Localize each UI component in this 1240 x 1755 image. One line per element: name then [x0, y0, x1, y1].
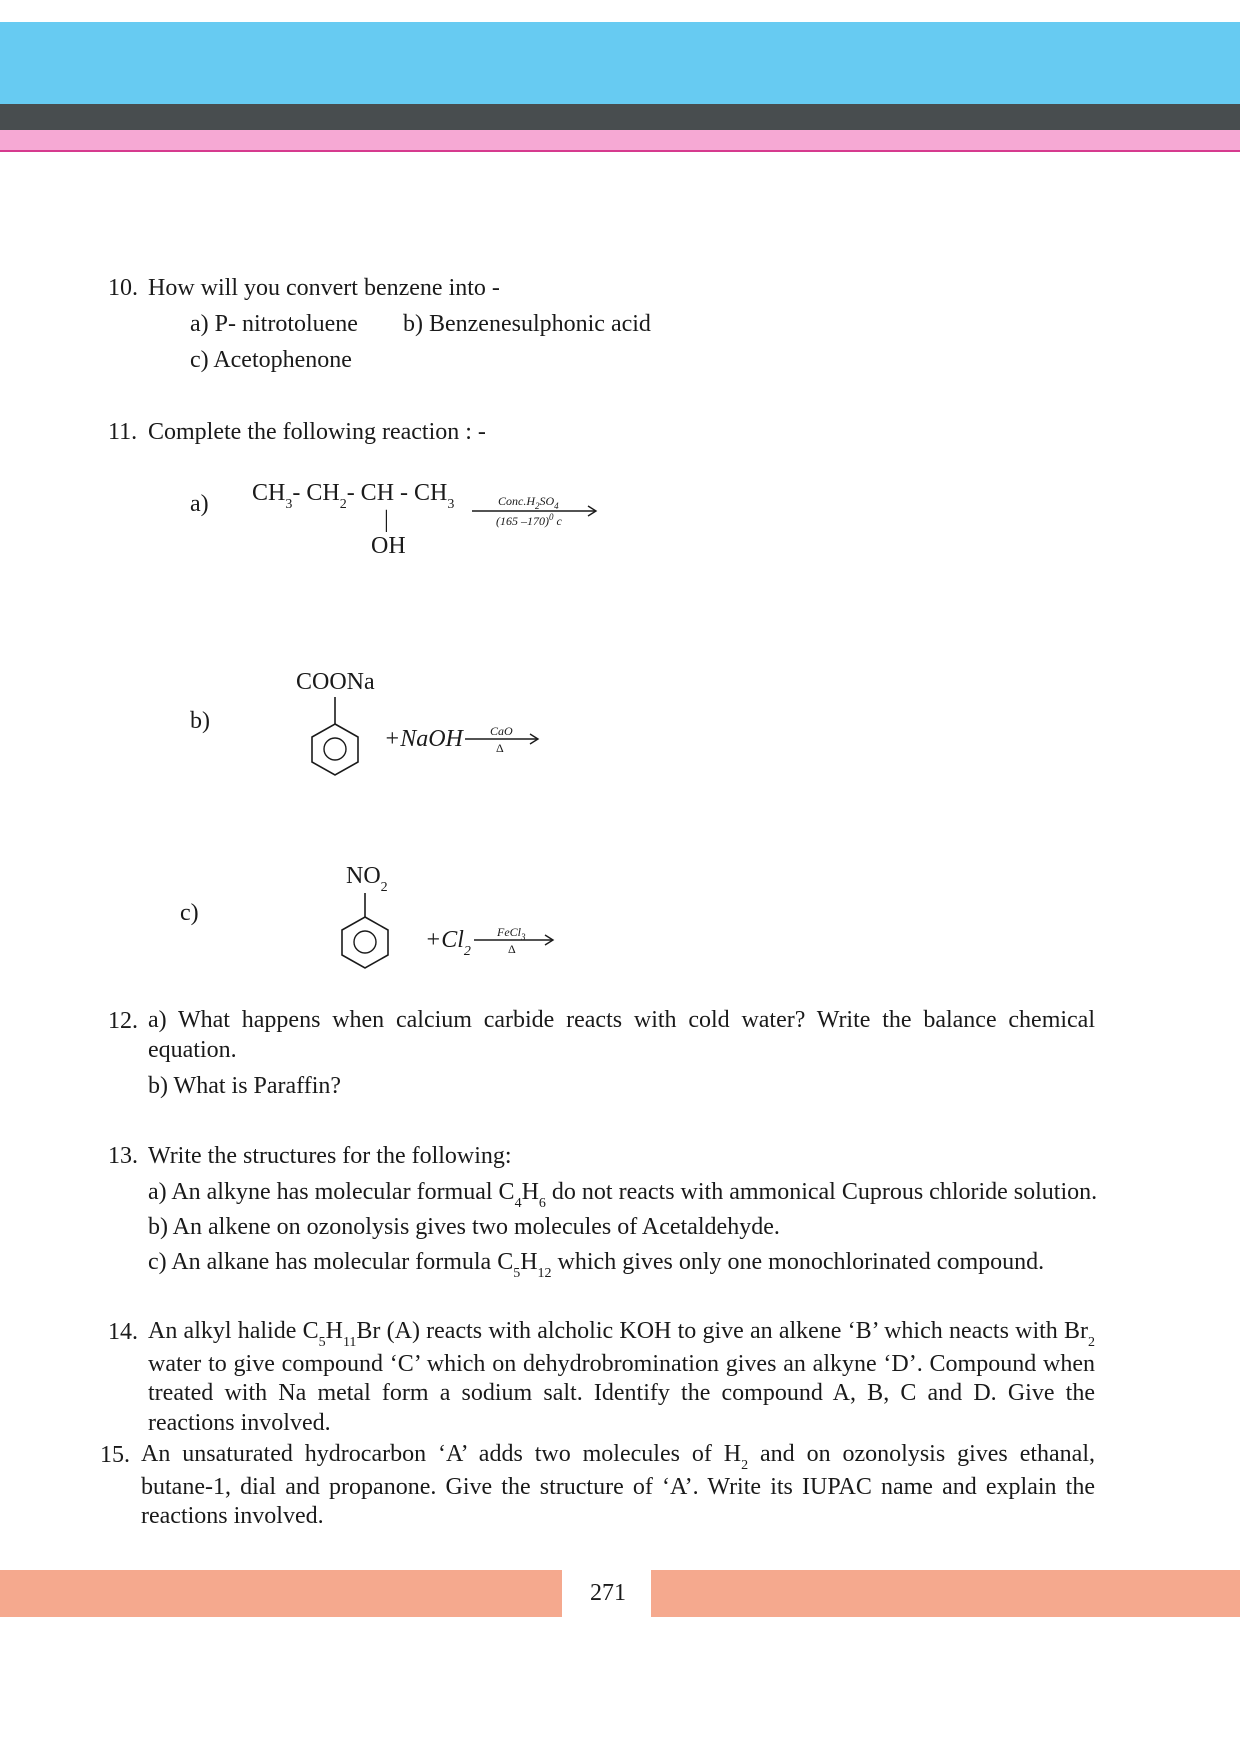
carboxylate-group: COONa: [296, 669, 375, 695]
option-c: c) Acetophenone: [190, 347, 352, 373]
reagent-chlorine: $+Cl_2$: [425, 927, 471, 959]
arrow-c-condition-top: FeCl$_3$: [497, 925, 526, 942]
page-number: 271: [590, 1580, 626, 1606]
question-text: An unsaturated hydrocarbon ‘A’ adds two molecules of $H_2$ and on ozonolysis gives ethanal, butane-1, dial and propanone. Give the structure of ‘A’. Write its IUPAC name and explain the reactions involved.: [141, 1441, 1095, 1529]
reaction-a-formula: $CH_3-$ $CH_2-$ CH - $CH_3$: [252, 480, 455, 512]
question-text: An alkyl halide $C_5H_{11}Br$ (A) reacts with alcholic KOH to give an alkene ‘B’ which neacts with $Br_2$ water to give compound ‘C’ which on dehydrobromination gives an alkyne ‘D’. Compound when treated with Na metal form a sodium salt. Identify the compound A, B, C and D. Give the reactions involved.: [148, 1318, 1095, 1436]
question-part-c: c) An alkane has molecular formula $C_5H_{12}$ which gives only one monochlorinated compound.: [148, 1249, 1045, 1281]
question-part-a: a) What happens when calcium carbide reacts with cold water? Write the balance chemical equation.: [148, 1007, 1095, 1063]
header-dark-band: [0, 104, 1240, 130]
question-number: 15.: [100, 1442, 130, 1468]
arrow-b-heat: Δ: [496, 741, 504, 755]
header-pink-band: [0, 130, 1240, 152]
reaction-b-label: b): [190, 708, 210, 734]
reagent-naoh: +NaOH: [384, 726, 463, 752]
question-number: 12.: [108, 1008, 138, 1034]
option-b: b) Benzenesulphonic acid: [403, 311, 651, 337]
question-text: Complete the following reaction : -: [148, 419, 486, 445]
question-number: 14.: [108, 1319, 138, 1345]
reaction-a-label: a): [190, 491, 209, 517]
header-blue-band: [0, 22, 1240, 104]
question-part-a: a) An alkyne has molecular formual $C_4H_6$ do not reacts with ammonical Cuprous chloride solution.: [148, 1179, 1098, 1211]
nitro-group: $NO_2$: [346, 863, 388, 895]
nitrobenzene-ring-icon: [336, 893, 398, 973]
arrow-c-heat: Δ: [508, 942, 516, 956]
footer-bar-right: [651, 1570, 1240, 1617]
option-a: a) P- nitrotoluene: [190, 311, 358, 337]
question-text: How will you convert benzene into -: [148, 275, 500, 301]
question-part-b: b) What is Paraffin?: [148, 1073, 342, 1099]
footer-bar-left: [0, 1570, 562, 1617]
question-number: 10.: [108, 275, 138, 301]
bond-line: |: [384, 507, 389, 533]
question-text: Write the structures for the following:: [148, 1143, 512, 1169]
question-number: 13.: [108, 1143, 138, 1169]
reaction-c-label: c): [180, 900, 199, 926]
question-number: 11.: [108, 419, 138, 445]
arrow-b-condition-top: CaO: [490, 724, 513, 738]
question-part-b: b) An alkene on ozonolysis gives two molecules of Acetaldehyde.: [148, 1214, 780, 1240]
arrow-a-condition-bottom: (165 –170)$^0$ c: [496, 512, 562, 528]
benzene-ring-icon: [306, 697, 368, 779]
hydroxyl-group: OH: [371, 533, 406, 559]
arrow-a-condition-top: $Conc.H_2SO_4$: [498, 494, 559, 511]
